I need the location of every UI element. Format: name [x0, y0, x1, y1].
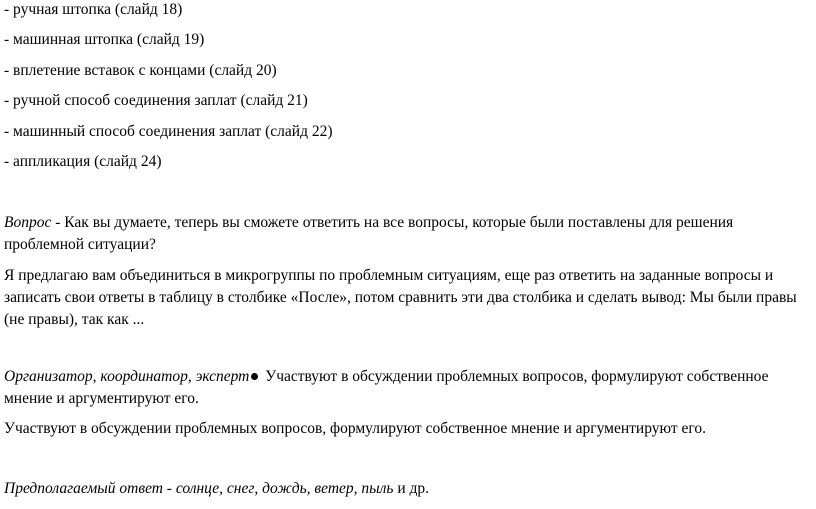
- expected-text: и др.: [393, 480, 430, 497]
- list-item: - ручной способ соединения заплат (слайд 21): [4, 92, 308, 109]
- question-label: Вопрос: [4, 214, 52, 231]
- repeat-paragraph: Участвуют в обсуждении проблемных вопросов, формулируют собственное мнение и аргументируют его.: [4, 420, 707, 437]
- roles-paragraph: [4, 366, 809, 410]
- list-item: - ручная штопка (слайд 18): [4, 1, 183, 18]
- question-paragraph: [4, 212, 809, 256]
- roles-label: Организатор, координатор, эксперт: [4, 368, 250, 385]
- bullet-icon: [251, 373, 258, 380]
- list-item: - аппликация (слайд 24): [4, 153, 162, 170]
- question-text: - Как вы думаете, теперь вы сможете ответить на все вопросы, которые были поставлены для решения проблемной ситуации?: [4, 214, 734, 253]
- expected-label: Предполагаемый ответ - солнце, снег, дождь, ветер, пыль: [4, 480, 394, 497]
- list-item: - вплетение вставок с концами (слайд 20): [4, 62, 277, 79]
- proposal-paragraph: Я предлагаю вам объединиться в микрогруппы по проблемным ситуациям, еще раз ответить на заданные вопросы и записать свои ответы в таблицу в столбике «После», потом сравнить эти два столбика и сделать вывод: Мы были правы (не правы), так как ...: [4, 267, 797, 328]
- expected-answer-paragraph: [4, 478, 809, 500]
- roles-text: Участвуют в обсуждении проблемных вопросов, формулируют собственное мнение и аргументируют его.: [4, 368, 769, 407]
- list-item: - машинный способ соединения заплат (слайд 22): [4, 123, 333, 140]
- list-item: - машинная штопка (слайд 19): [4, 31, 205, 48]
